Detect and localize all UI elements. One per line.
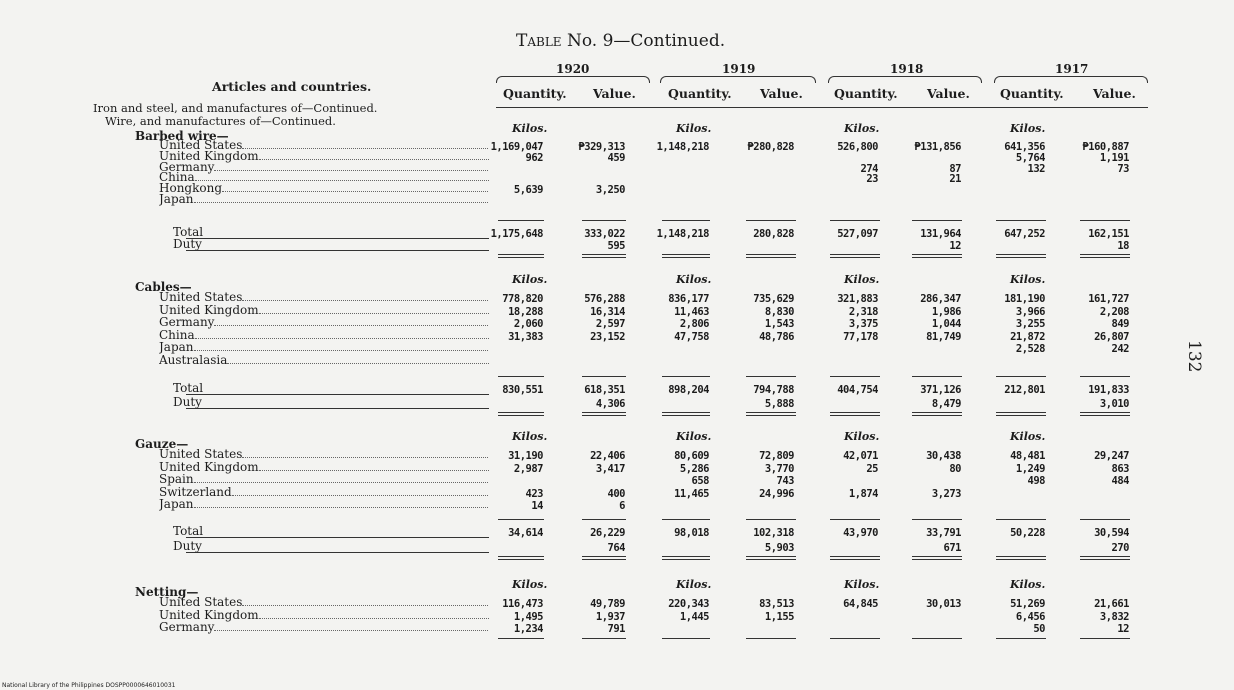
year-1919: 1919: [722, 62, 756, 76]
qty-header-1918: Quantity.: [834, 86, 898, 101]
value-cell: 16,314: [590, 305, 625, 318]
country-name: United States: [159, 595, 243, 609]
value-cell: 64,845: [843, 598, 878, 610]
qty-header-1917: Quantity.: [1000, 86, 1064, 101]
value-cell: 3,010: [1099, 398, 1129, 410]
value-cell: 48,786: [759, 330, 794, 343]
subtotal-rule: [912, 519, 962, 520]
subtotal-rule: [830, 519, 880, 520]
value-cell: 1,175,648: [490, 228, 543, 240]
double-rule: [662, 254, 710, 258]
value-cell: 21,872: [1010, 330, 1045, 343]
double-rule: [912, 412, 962, 416]
value-cell: 18,288: [508, 305, 543, 318]
double-rule: [830, 254, 880, 258]
value-cell: 3,273: [931, 487, 961, 500]
leader-dots: [214, 325, 489, 326]
value-cell: 51,269: [1010, 598, 1045, 610]
duty-leader: [186, 250, 489, 251]
double-rule: [1080, 412, 1130, 416]
subtotal-rule: [912, 376, 962, 377]
country-name: United States: [159, 138, 243, 152]
subtotal-rule: [746, 376, 796, 377]
subtotal-rule: [996, 376, 1046, 377]
value-cell: 791: [607, 623, 625, 635]
country-label: [159, 620, 489, 634]
value-cell: 321,883: [837, 293, 878, 305]
value-cell: 34,614: [508, 527, 543, 539]
value-cell: 595: [607, 240, 625, 252]
value-cell: ₱280,828: [747, 141, 794, 153]
column-rule: [996, 638, 1046, 639]
subtotal-rule: [498, 519, 544, 520]
value-cell: 3,255: [1015, 318, 1045, 331]
value-cell: 5,286: [679, 462, 709, 475]
subtotal-rule: [830, 376, 880, 377]
value-cell: 5,888: [764, 398, 794, 410]
total-label: Total: [173, 225, 204, 239]
brace-1917: [994, 76, 1148, 83]
value-cell: 2,597: [595, 318, 625, 331]
subtotal-rule: [746, 519, 796, 520]
qty-header-1919: Quantity.: [668, 86, 732, 101]
articles-header: Articles and countries.: [212, 79, 372, 94]
country-name: China: [159, 327, 195, 342]
country-name: Japan: [159, 497, 194, 511]
value-cell: 72,809: [759, 450, 794, 462]
subtotal-rule: [996, 220, 1046, 221]
value-cell: 77,178: [843, 330, 878, 343]
subtotal-rule: [912, 220, 962, 221]
value-cell: 1,044: [931, 318, 961, 331]
value-cell: 24,996: [759, 487, 794, 500]
val-header-1920: Value.: [593, 86, 636, 101]
value-cell: 132: [1027, 162, 1045, 175]
value-cell: 1,445: [679, 610, 709, 623]
value-cell: 2,060: [513, 318, 543, 331]
val-header-1919: Value.: [760, 86, 803, 101]
subtotal-rule: [662, 519, 710, 520]
column-rule: [498, 638, 544, 639]
double-rule: [582, 556, 626, 560]
leader-dots: [227, 363, 489, 364]
value-cell: 3,770: [764, 462, 794, 475]
value-cell: 49,789: [590, 598, 625, 610]
value-cell: 1,148,218: [656, 228, 709, 240]
value-cell: 18: [1117, 240, 1129, 252]
value-cell: 22,406: [590, 450, 625, 462]
value-cell: 830,551: [502, 384, 543, 396]
value-cell: 48,481: [1010, 450, 1045, 462]
value-cell: 191,833: [1088, 384, 1129, 396]
double-rule: [662, 412, 710, 416]
kilos-unit-label: Kilos.: [1010, 578, 1046, 591]
kilos-unit-label: Kilos.: [1010, 430, 1046, 443]
value-cell: 3,375: [848, 318, 878, 331]
subtotal-rule: [662, 376, 710, 377]
value-cell: 1,937: [595, 610, 625, 623]
value-cell: 280,828: [753, 228, 794, 240]
page-number: 132: [1184, 340, 1204, 373]
double-rule: [912, 556, 962, 560]
kilos-unit-label: Kilos.: [1010, 122, 1046, 135]
value-cell: 647,252: [1004, 228, 1045, 240]
kilos-unit-label: Kilos.: [676, 578, 712, 591]
value-cell: 400: [607, 487, 625, 500]
year-1918: 1918: [890, 62, 924, 76]
header-rule: [496, 107, 1148, 108]
value-cell: 371,126: [920, 384, 961, 396]
value-cell: ₱329,313: [578, 141, 625, 153]
value-cell: 23,152: [590, 330, 625, 343]
double-rule: [996, 254, 1046, 258]
value-cell: 26,229: [590, 527, 625, 539]
value-cell: 4,306: [595, 398, 625, 410]
value-cell: 50: [1033, 623, 1045, 635]
value-cell: 333,022: [584, 228, 625, 240]
country-name: Spain: [159, 472, 194, 486]
column-rule: [830, 638, 880, 639]
value-cell: 212,801: [1004, 384, 1045, 396]
value-cell: 5,903: [764, 542, 794, 554]
double-rule: [582, 254, 626, 258]
value-cell: 87: [949, 162, 961, 175]
double-rule: [996, 412, 1046, 416]
intro-line-1: Iron and steel, and manufactures of—Continued.: [93, 101, 378, 115]
value-cell: 8,830: [764, 305, 794, 318]
country-name: United Kingdom: [159, 607, 259, 622]
value-cell: 80: [949, 462, 961, 475]
country-name: Hongkong: [159, 181, 223, 196]
country-label: [159, 192, 489, 206]
double-rule: [746, 412, 796, 416]
value-cell: 25: [866, 462, 878, 475]
value-cell: 14: [531, 500, 543, 512]
country-name: United Kingdom: [159, 302, 259, 317]
subtotal-rule: [1080, 220, 1130, 221]
double-rule: [498, 556, 544, 560]
value-cell: 794,788: [753, 384, 794, 396]
double-rule: [746, 254, 796, 258]
value-cell: 42,071: [843, 450, 878, 462]
value-cell: 161,727: [1088, 293, 1129, 305]
value-cell: 33,791: [926, 527, 961, 539]
subtotal-rule: [746, 220, 796, 221]
double-rule: [996, 556, 1046, 560]
total-leader: [186, 238, 489, 239]
total-label: Total: [173, 381, 204, 395]
leader-dots: [194, 202, 489, 203]
duty-leader: [186, 408, 489, 409]
value-cell: 3,250: [595, 184, 625, 197]
country-name: United States: [159, 447, 243, 461]
total-leader: [186, 537, 489, 538]
subtotal-rule: [498, 220, 544, 221]
value-cell: 671: [943, 542, 961, 554]
value-cell: 131,964: [920, 228, 961, 240]
value-cell: 2,528: [1015, 343, 1045, 356]
column-rule: [582, 638, 626, 639]
double-rule: [746, 556, 796, 560]
value-cell: 863: [1111, 462, 1129, 475]
value-cell: 2,987: [513, 462, 543, 475]
val-header-1917: Value.: [1093, 86, 1136, 101]
kilos-unit-label: Kilos.: [512, 122, 548, 135]
kilos-unit-label: Kilos.: [844, 122, 880, 135]
value-cell: 1,986: [931, 305, 961, 318]
value-cell: 526,800: [837, 141, 878, 153]
value-cell: 83,513: [759, 598, 794, 610]
value-cell: 1,249: [1015, 462, 1045, 475]
leader-dots: [242, 300, 489, 301]
value-cell: 8,479: [931, 398, 961, 410]
value-cell: 29,247: [1094, 450, 1129, 462]
value-cell: 73: [1117, 162, 1129, 175]
subtotal-rule: [662, 220, 710, 221]
column-rule: [912, 638, 962, 639]
double-rule: [912, 254, 962, 258]
value-cell: 31,383: [508, 330, 543, 343]
value-cell: 898,204: [668, 384, 709, 396]
value-cell: 764: [607, 542, 625, 554]
subtotal-rule: [1080, 376, 1130, 377]
value-cell: 12: [949, 240, 961, 252]
value-cell: 2,318: [848, 305, 878, 318]
year-1920: 1920: [556, 62, 590, 76]
value-cell: 1,874: [848, 487, 878, 500]
value-cell: 423: [525, 487, 543, 500]
kilos-unit-label: Kilos.: [844, 430, 880, 443]
brace-1918: [828, 76, 982, 83]
double-rule: [830, 556, 880, 560]
country-name: Switzerland: [159, 484, 232, 499]
country-name: Australasia: [159, 353, 228, 367]
value-cell: 242: [1111, 343, 1129, 356]
double-rule: [662, 556, 710, 560]
value-cell: 1,155: [764, 610, 794, 623]
section-heading: Netting—: [135, 585, 199, 599]
brace-1920: [496, 76, 650, 83]
kilos-unit-label: Kilos.: [512, 578, 548, 591]
value-cell: 658: [691, 475, 709, 487]
value-cell: 3,417: [595, 462, 625, 475]
country-label: [159, 353, 489, 367]
value-cell: 743: [776, 475, 794, 487]
duty-leader: [186, 552, 489, 553]
value-cell: 26,807: [1094, 330, 1129, 343]
table-title: Table No. 9—Continued.: [516, 31, 726, 51]
subtotal-rule: [582, 376, 626, 377]
value-cell: 962: [525, 151, 543, 164]
total-label: Total: [173, 524, 204, 538]
value-cell: 270: [1111, 542, 1129, 554]
subtotal-rule: [498, 376, 544, 377]
kilos-unit-label: Kilos.: [676, 430, 712, 443]
leader-dots: [195, 338, 489, 339]
value-cell: 459: [607, 151, 625, 164]
year-1917: 1917: [1055, 62, 1089, 76]
double-rule: [830, 412, 880, 416]
country-name: Japan: [159, 192, 194, 206]
value-cell: 404,754: [837, 384, 878, 396]
country-name: Germany: [159, 315, 215, 330]
duty-label: Duty: [173, 539, 202, 553]
value-cell: 778,820: [502, 293, 543, 305]
value-cell: 31,190: [508, 450, 543, 462]
country-name: United Kingdom: [159, 148, 259, 163]
value-cell: 6,456: [1015, 610, 1045, 623]
value-cell: 641,356: [1004, 141, 1045, 153]
value-cell: 3,832: [1099, 610, 1129, 623]
kilos-unit-label: Kilos.: [676, 122, 712, 135]
leader-dots: [259, 313, 489, 314]
double-rule: [582, 412, 626, 416]
brace-1919: [660, 76, 816, 83]
section-heading: Barbed wire—: [135, 129, 229, 143]
value-cell: 30,013: [926, 598, 961, 610]
value-cell: 220,343: [668, 598, 709, 610]
value-cell: 1,234: [513, 623, 543, 635]
value-cell: 6: [619, 500, 625, 512]
total-leader: [186, 394, 489, 395]
country-name: Germany: [159, 620, 215, 634]
column-rule: [662, 638, 710, 639]
leader-dots: [232, 495, 489, 496]
leader-dots: [242, 457, 489, 458]
leader-dots: [194, 350, 489, 351]
value-cell: 576,288: [584, 293, 625, 305]
value-cell: 23: [866, 173, 878, 186]
kilos-unit-label: Kilos.: [844, 273, 880, 286]
value-cell: 21,661: [1094, 598, 1129, 610]
subtotal-rule: [996, 519, 1046, 520]
double-rule: [1080, 556, 1130, 560]
kilos-unit-label: Kilos.: [512, 430, 548, 443]
country-name: United Kingdom: [159, 459, 259, 474]
value-cell: 47,758: [674, 330, 709, 343]
value-cell: 274: [860, 162, 878, 175]
double-rule: [1080, 254, 1130, 258]
value-cell: 1,148,218: [656, 141, 709, 153]
country-name: Germany: [159, 159, 215, 174]
double-rule: [498, 254, 544, 258]
value-cell: 98,018: [674, 527, 709, 539]
value-cell: 81,749: [926, 330, 961, 343]
value-cell: 527,097: [837, 228, 878, 240]
value-cell: 849: [1111, 318, 1129, 331]
value-cell: 5,639: [513, 184, 543, 197]
qty-header-1920: Quantity.: [503, 86, 567, 101]
subtotal-rule: [582, 220, 626, 221]
country-name: Japan: [159, 340, 194, 355]
leader-dots: [259, 618, 489, 619]
value-cell: 618,351: [584, 384, 625, 396]
subtotal-rule: [830, 220, 880, 221]
value-cell: 1,495: [513, 610, 543, 623]
value-cell: 498: [1027, 475, 1045, 487]
value-cell: 3,966: [1015, 305, 1045, 318]
value-cell: 116,473: [502, 598, 543, 610]
value-cell: 181,190: [1004, 293, 1045, 305]
kilos-unit-label: Kilos.: [512, 273, 548, 286]
kilos-unit-label: Kilos.: [1010, 273, 1046, 286]
value-cell: 1,169,047: [490, 141, 543, 153]
kilos-unit-label: Kilos.: [844, 578, 880, 591]
subtotal-rule: [582, 519, 626, 520]
val-header-1918: Value.: [927, 86, 970, 101]
value-cell: 11,463: [674, 305, 709, 318]
value-cell: 80,609: [674, 450, 709, 462]
value-cell: ₱160,887: [1082, 141, 1129, 153]
intro-line-2: Wire, and manufactures of—Continued.: [105, 114, 336, 128]
value-cell: 484: [1111, 475, 1129, 487]
value-cell: 735,629: [753, 293, 794, 305]
value-cell: 50,228: [1010, 527, 1045, 539]
value-cell: 5,764: [1015, 151, 1045, 164]
value-cell: 102,318: [753, 527, 794, 539]
column-rule: [746, 638, 796, 639]
value-cell: 1,543: [764, 318, 794, 331]
value-cell: 2,806: [679, 318, 709, 331]
section-heading: Gauze—: [135, 437, 189, 451]
value-cell: 2,208: [1099, 305, 1129, 318]
value-cell: 286,347: [920, 293, 961, 305]
section-heading: Cables—: [135, 280, 192, 294]
value-cell: 21: [949, 173, 961, 186]
leader-dots: [194, 507, 489, 508]
leader-dots: [214, 630, 489, 631]
leader-dots: [194, 482, 489, 483]
duty-label: Duty: [173, 395, 202, 409]
duty-label: Duty: [173, 237, 202, 251]
country-label: [159, 497, 489, 511]
value-cell: 43,970: [843, 527, 878, 539]
column-rule: [1080, 638, 1130, 639]
leader-dots: [242, 605, 489, 606]
value-cell: 836,177: [668, 293, 709, 305]
value-cell: ₱131,856: [914, 141, 961, 153]
country-name: China: [159, 170, 195, 185]
value-cell: 30,438: [926, 450, 961, 462]
value-cell: 1,191: [1099, 151, 1129, 164]
subtotal-rule: [1080, 519, 1130, 520]
country-name: United States: [159, 290, 243, 304]
value-cell: 11,465: [674, 487, 709, 500]
value-cell: 162,151: [1088, 228, 1129, 240]
value-cell: 12: [1117, 623, 1129, 635]
footer-credit: National Library of the Philippines DOSPP0000646010031: [2, 682, 176, 689]
double-rule: [498, 412, 544, 416]
kilos-unit-label: Kilos.: [676, 273, 712, 286]
value-cell: 30,594: [1094, 527, 1129, 539]
leader-dots: [259, 470, 489, 471]
